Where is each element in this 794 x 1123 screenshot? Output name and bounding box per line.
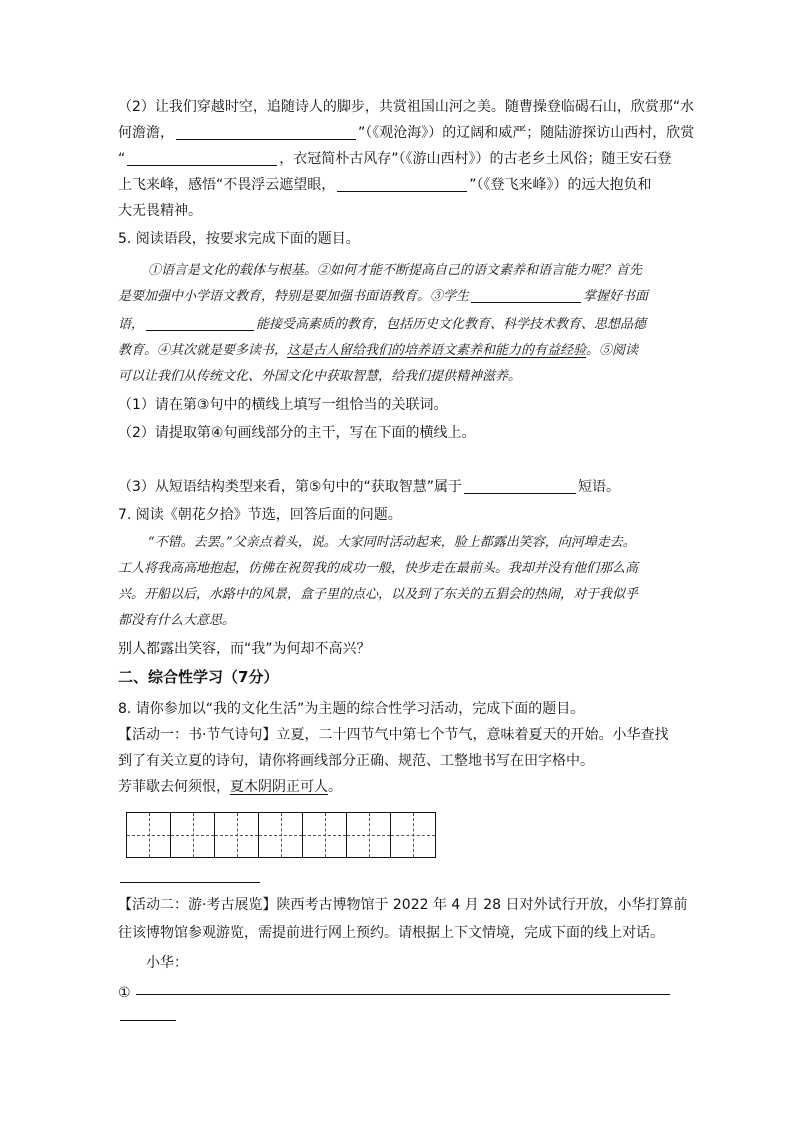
activity-1-line-1: 【活动一：书·节气诗句】立夏，二十四节气中第七个节气，意味着夏天的开始。小华查找 — [118, 727, 669, 743]
q2-text: 上飞来峰，感悟“不畏浮云遮望眼， — [118, 177, 336, 193]
q7-passage-line: 工人将我高高地抱起，仿佛在祝贺我的成功一般，快步走在最前头。我却并没有他们那么高 — [118, 561, 639, 576]
tianzige-grid — [126, 812, 436, 858]
q5-sub-1: （1）请在第③句中的横线上填写一组恰当的关联词。 — [118, 397, 448, 413]
passage-text: 是要加强中小学语文教育，特别是要加强书面语教育。③学生 — [118, 289, 470, 304]
answer-blank[interactable] — [471, 286, 581, 303]
sub-text: 短语。 — [577, 479, 620, 495]
q5-passage-line: ①语言是文化的载体与根基。②如何才能不断提高自己的语文素养和语言能力呢？首先 — [148, 263, 643, 278]
grid-cell[interactable] — [259, 813, 303, 857]
q2-line-3 — [118, 146, 672, 172]
q5-passage-line — [118, 338, 638, 364]
passage-text: 掌握好书面 — [583, 289, 649, 304]
grid-cell[interactable] — [303, 813, 347, 857]
q5-sub-2: （2）请提取第④句画线部分的主干，写在下面的横线上。 — [118, 425, 476, 441]
q5-passage-line — [118, 284, 648, 310]
answer-blank[interactable] — [146, 314, 254, 331]
grid-cell[interactable] — [347, 813, 391, 857]
speaker-label: 小华： — [146, 955, 188, 971]
passage-text: 教育。④其次就是要多读书， — [118, 343, 288, 358]
underlined-sentence: 这是古人留给我们的培养语文素养和能力的有益经验 — [287, 343, 587, 358]
q2-line-2 — [118, 120, 694, 146]
answer-blank[interactable] — [337, 175, 467, 192]
poem-text: 。 — [328, 779, 342, 795]
poem-text: 芳菲歇去何须恨， — [118, 779, 230, 795]
q5-sub-3 — [118, 474, 620, 500]
q8-title: 8. 请你参加以“我的文化生活”为主题的综合性学习活动，完成下面的题目。 — [118, 701, 585, 717]
q2-text: 何澹澹， — [118, 125, 174, 141]
q2-text: ，衣冠简朴古风存”（《游山西村》）的古老乡土风俗；随王安石登 — [279, 151, 672, 167]
passage-text: 能接受高素质的教育，包括历史文化教育、科学技术教育、思想品德 — [256, 317, 647, 332]
q5-passage-line: 可以让我们从传统文化、外国文化中获取智慧，给我们提供精神滋养。 — [118, 369, 522, 384]
q7-passage-line: 兴。开船以后，水路中的风景，盒子里的点心，以及到了东关的五猖会的热闹，对于我似乎 — [118, 587, 639, 602]
q2-line-5: 大无畏精神。 — [118, 203, 202, 219]
answer-blank[interactable] — [176, 123, 356, 140]
q5-title: 5. 阅读语段，按要求完成下面的题目。 — [118, 231, 360, 247]
q2-text: ”（《登飞来峰》）的远大抱负和 — [469, 177, 652, 193]
poem-line — [118, 774, 342, 800]
passage-text: 语， — [118, 317, 145, 332]
underlined-poem-text: 夏木阴阴正可人 — [230, 779, 328, 795]
sub-text: （3）从短语结构类型来看，第⑤句中的“获取智慧”属于 — [118, 479, 462, 495]
q2-line-4 — [118, 172, 652, 198]
answer-line-continuation[interactable] — [120, 1020, 176, 1021]
activity-1-line-2: 到了有关立夏的诗句，请你将画线部分正确、规范、工整地书写在田字格中。 — [118, 753, 594, 769]
q7-question: 别人都露出笑容，而“我”为何却不高兴？ — [118, 641, 371, 657]
passage-text: 。⑤阅读 — [586, 343, 639, 358]
answer-blank[interactable] — [464, 477, 576, 494]
section-2-title: 二、综合性学习（7分） — [118, 668, 279, 686]
q7-title: 7. 阅读《朝花夕拾》节选，回答后面的问题。 — [118, 507, 402, 523]
grid-cell[interactable] — [127, 813, 171, 857]
grid-cell[interactable] — [215, 813, 259, 857]
footnote-divider — [120, 882, 260, 883]
grid-cell[interactable] — [391, 813, 435, 857]
activity-2-line-1: 【活动二：游·考古展览】陕西考古博物馆于 2022 年 4 月 28 日对外试行开放，小华打算前 — [118, 897, 688, 913]
dialogue-line-marker: ① — [118, 985, 131, 1001]
grid-cell[interactable] — [171, 813, 215, 857]
q7-passage-line: 都没有什么大意思。 — [118, 613, 236, 628]
answer-blank[interactable] — [127, 149, 277, 166]
q2-text: “ — [118, 151, 126, 167]
q5-passage-line — [118, 312, 646, 338]
q2-text: ”（《观沧海》）的辽阔和威严；随陆游探访山西村，欣赏 — [358, 125, 695, 141]
answer-line[interactable] — [136, 994, 670, 995]
q2-line-1: （2）让我们穿越时空，追随诗人的脚步，共赏祖国山河之美。随曹操登临碣石山，欣赏那“水 — [118, 99, 695, 115]
activity-2-line-2: 往该博物馆参观游览，需提前进行网上预约。请根据上下文情境，完成下面的线上对话。 — [118, 925, 664, 941]
q7-passage-line: “不错。去罢。”父亲点着头，说。大家同时活动起来，脸上都露出笑容，向河埠走去。 — [148, 535, 636, 550]
